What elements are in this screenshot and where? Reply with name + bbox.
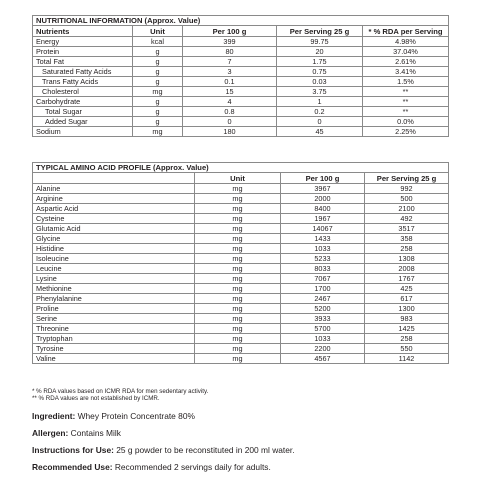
table-cell: 425 (365, 284, 449, 294)
table-cell: 0.2 (277, 107, 363, 117)
amino-acid-name: Histidine (33, 244, 195, 254)
table-cell: mg (195, 204, 281, 214)
table-cell: mg (195, 354, 281, 364)
table-cell: 4.98% (363, 37, 449, 47)
table-row (33, 344, 449, 354)
amino-acid-name: Serine (33, 314, 195, 324)
table-cell: 0.75 (277, 67, 363, 77)
table-cell: 14067 (281, 224, 365, 234)
instructions-line (32, 445, 295, 455)
table-cell: 0.03 (277, 77, 363, 87)
table-cell: 2.25% (363, 127, 449, 137)
table-row (33, 117, 449, 127)
table-cell: 180 (183, 127, 277, 137)
table-row (33, 204, 449, 214)
amino-acid-name: Alanine (33, 184, 195, 194)
table-cell: 358 (365, 234, 449, 244)
amino-acid-name: Tyrosine (33, 344, 195, 354)
amino-acid-name: Glutamic Acid (33, 224, 195, 234)
table-row (33, 304, 449, 314)
table-cell: mg (195, 284, 281, 294)
table-cell: mg (195, 184, 281, 194)
nutrition-table (32, 15, 449, 137)
table-cell: 7 (183, 57, 277, 67)
table-cell: mg (195, 264, 281, 274)
table-row (33, 294, 449, 304)
table-cell: 0 (183, 117, 277, 127)
table-cell: 2008 (365, 264, 449, 274)
table-cell: g (133, 57, 183, 67)
nutrition-body (33, 37, 449, 137)
table-cell: g (133, 107, 183, 117)
nutrition-title: NUTRITIONAL INFORMATION (Approx. Value) (33, 16, 449, 26)
nutrition-header-row (33, 26, 449, 37)
ingredient-value: Whey Protein Concentrate 80% (75, 411, 195, 421)
table-cell: 45 (277, 127, 363, 137)
ingredient-label: Ingredient: (32, 411, 76, 421)
table-cell: mg (195, 254, 281, 264)
amino-header-row (33, 173, 449, 184)
amino-title: TYPICAL AMINO ACID PROFILE (Approx. Value) (33, 163, 449, 173)
table-cell: 2467 (281, 294, 365, 304)
table-cell: 2.61% (363, 57, 449, 67)
table-cell: 0.8 (183, 107, 277, 117)
nutrient-name: Trans Fatty Acids (33, 77, 133, 87)
table-cell: kcal (133, 37, 183, 47)
table-cell: 3.75 (277, 87, 363, 97)
table-row (33, 284, 449, 294)
table-row (33, 314, 449, 324)
table-cell: 99.75 (277, 37, 363, 47)
table-cell: 1433 (281, 234, 365, 244)
table-cell: mg (195, 344, 281, 354)
table-cell: ** (363, 107, 449, 117)
table-row (33, 87, 449, 97)
table-cell: 1767 (365, 274, 449, 284)
table-cell: 3933 (281, 314, 365, 324)
table-cell: 37.04% (363, 47, 449, 57)
table-cell: mg (195, 324, 281, 334)
table-cell: 258 (365, 334, 449, 344)
table-cell: 5200 (281, 304, 365, 314)
table-row (33, 274, 449, 284)
amino-acid-name: Arginine (33, 194, 195, 204)
table-cell: 3.41% (363, 67, 449, 77)
table-cell: 550 (365, 344, 449, 354)
table-cell: 4 (183, 97, 277, 107)
nutrition-title-row (33, 16, 449, 26)
table-row (33, 97, 449, 107)
amino-body (33, 184, 449, 364)
nutrient-name: Energy (33, 37, 133, 47)
table-cell: mg (195, 274, 281, 284)
table-cell: 8033 (281, 264, 365, 274)
table-row (33, 194, 449, 204)
table-cell: 399 (183, 37, 277, 47)
table-cell: 1 (277, 97, 363, 107)
table-cell: g (133, 97, 183, 107)
table-cell: 1700 (281, 284, 365, 294)
table-cell: g (133, 67, 183, 77)
table-row (33, 224, 449, 234)
table-cell: 2100 (365, 204, 449, 214)
table-row (33, 354, 449, 364)
table-cell: mg (195, 224, 281, 234)
table-cell: mg (195, 294, 281, 304)
table-cell: 1300 (365, 304, 449, 314)
table-cell: 15 (183, 87, 277, 97)
table-cell: mg (195, 304, 281, 314)
table-cell: 3967 (281, 184, 365, 194)
table-cell: 4567 (281, 354, 365, 364)
table-cell: 20 (277, 47, 363, 57)
table-cell: mg (195, 314, 281, 324)
amino-acid-table (32, 162, 449, 364)
table-cell: mg (133, 127, 183, 137)
amino-acid-name: Isoleucine (33, 254, 195, 264)
table-cell: mg (195, 234, 281, 244)
table-cell: ** (363, 87, 449, 97)
amino-acid-name: Phenylalanine (33, 294, 195, 304)
table-cell: mg (133, 87, 183, 97)
amino-acid-name: Threonine (33, 324, 195, 334)
col-header-amino-unit: Unit (195, 173, 281, 184)
table-row (33, 324, 449, 334)
table-cell: 492 (365, 214, 449, 224)
table-cell: 1967 (281, 214, 365, 224)
amino-acid-name: Glycine (33, 234, 195, 244)
table-cell: 2200 (281, 344, 365, 354)
amino-acid-name: Lysine (33, 274, 195, 284)
table-cell: 500 (365, 194, 449, 204)
table-cell: ** (363, 97, 449, 107)
table-cell: 1142 (365, 354, 449, 364)
nutrient-name: Total Sugar (33, 107, 133, 117)
nutrient-name: Protein (33, 47, 133, 57)
table-cell: 1033 (281, 334, 365, 344)
col-header-amino-per-serving: Per Serving 25 g (365, 173, 449, 184)
table-cell: mg (195, 214, 281, 224)
col-header-per-100g: Per 100 g (183, 26, 277, 37)
recommended-line (32, 462, 271, 472)
nutrient-name: Cholesterol (33, 87, 133, 97)
table-row (33, 107, 449, 117)
amino-acid-name: Cysteine (33, 214, 195, 224)
footnotes (32, 388, 208, 403)
allergen-label: Allergen: (32, 428, 69, 438)
col-header-nutrients: Nutrients (33, 26, 133, 37)
table-row (33, 214, 449, 224)
ingredient-line (32, 411, 195, 421)
table-cell: 258 (365, 244, 449, 254)
table-cell: 3 (183, 67, 277, 77)
table-row (33, 184, 449, 194)
col-header-per-serving: Per Serving 25 g (277, 26, 363, 37)
recommended-value: Recommended 2 servings daily for adults. (112, 462, 271, 472)
amino-acid-name: Valine (33, 354, 195, 364)
nutrient-name: Added Sugar (33, 117, 133, 127)
allergen-line (32, 428, 121, 438)
table-row (33, 47, 449, 57)
table-cell: g (133, 77, 183, 87)
table-cell: 1308 (365, 254, 449, 264)
table-cell: 0.1 (183, 77, 277, 87)
table-row (33, 264, 449, 274)
amino-acid-name: Leucine (33, 264, 195, 274)
table-cell: 617 (365, 294, 449, 304)
col-header-rda: * % RDA per Serving (363, 26, 449, 37)
table-cell: 992 (365, 184, 449, 194)
amino-acid-name: Aspartic Acid (33, 204, 195, 214)
instructions-label: Instructions for Use: (32, 445, 114, 455)
table-row (33, 234, 449, 244)
table-cell: mg (195, 244, 281, 254)
table-cell: 1.75 (277, 57, 363, 67)
table-cell: 5233 (281, 254, 365, 264)
nutrient-name: Carbohydrate (33, 97, 133, 107)
table-cell: 5700 (281, 324, 365, 334)
table-cell: 1425 (365, 324, 449, 334)
table-row (33, 57, 449, 67)
table-cell: g (133, 47, 183, 57)
table-cell: 1.5% (363, 77, 449, 87)
table-cell: 80 (183, 47, 277, 57)
table-row (33, 244, 449, 254)
table-cell: 0 (277, 117, 363, 127)
table-cell: 983 (365, 314, 449, 324)
table-cell: mg (195, 334, 281, 344)
nutrient-name: Total Fat (33, 57, 133, 67)
nutrient-name: Sodium (33, 127, 133, 137)
table-cell: 1033 (281, 244, 365, 254)
footnote-not-established: ** % RDA values are not established by ICMR. (32, 395, 160, 403)
table-cell: 2000 (281, 194, 365, 204)
allergen-value: Contains Milk (68, 428, 121, 438)
table-cell: 0.0% (363, 117, 449, 127)
amino-acid-name: Methionine (33, 284, 195, 294)
col-header-unit: Unit (133, 26, 183, 37)
col-header-amino-per-100g: Per 100 g (281, 173, 365, 184)
table-row (33, 37, 449, 47)
nutrient-name: Saturated Fatty Acids (33, 67, 133, 77)
table-row (33, 77, 449, 87)
table-cell: 7067 (281, 274, 365, 284)
recommended-label: Recommended Use: (32, 462, 113, 472)
table-row (33, 254, 449, 264)
table-cell: mg (195, 194, 281, 204)
table-row (33, 334, 449, 344)
table-cell: 8400 (281, 204, 365, 214)
col-header-amino-name (33, 173, 195, 184)
table-cell: 3517 (365, 224, 449, 234)
table-cell: g (133, 117, 183, 127)
amino-title-row (33, 163, 449, 173)
table-row (33, 127, 449, 137)
amino-acid-name: Proline (33, 304, 195, 314)
amino-acid-name: Tryptophan (33, 334, 195, 344)
footnote-rda: * % RDA values based on ICMR RDA for men sedentary activity. (32, 388, 209, 395)
instructions-value: 25 g powder to be reconstituted in 200 ml water. (113, 445, 295, 455)
table-row (33, 67, 449, 77)
